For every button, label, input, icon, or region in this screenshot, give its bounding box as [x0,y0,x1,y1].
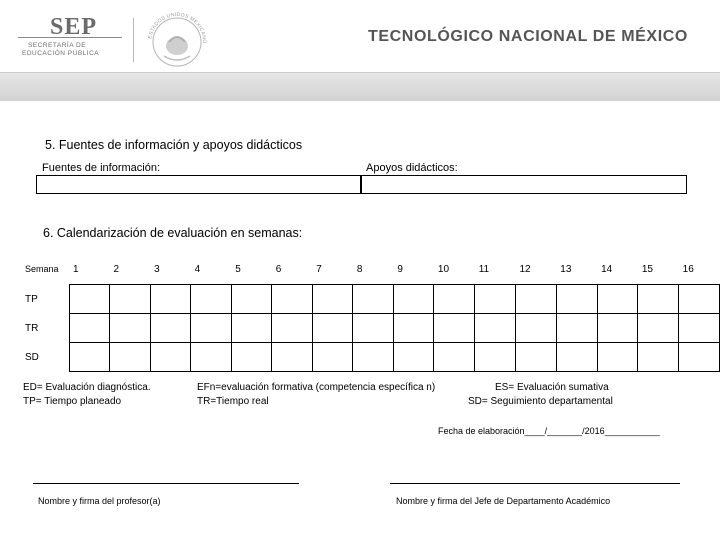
week-12-header: 12 [519,263,531,275]
calendar-cell[interactable] [679,285,720,314]
calendar-cell[interactable] [312,285,353,314]
calendar-cell[interactable] [272,314,313,343]
calendar-cell[interactable] [475,343,516,372]
calendar-cell[interactable] [110,343,151,372]
profesor-signature-label: Nombre y firma del profesor(a) [38,496,161,506]
calendar-cell[interactable] [353,343,394,372]
week-3-header: 3 [154,263,160,275]
profesor-signature-line[interactable] [33,483,299,484]
week-4-header: 4 [194,263,201,275]
calendar-cell[interactable] [638,343,679,372]
calendar-cell[interactable] [556,343,597,372]
calendar-cell[interactable] [69,285,110,314]
row-label-tr: TR [25,322,39,334]
calendar-row-tr [23,314,720,343]
calendar-cell[interactable] [556,285,597,314]
calendar-cell[interactable] [393,343,434,372]
calendar-cell[interactable] [191,314,232,343]
fuentes-label: Fuentes de información: [42,162,161,174]
calendar-cell[interactable] [475,285,516,314]
calendar-cell[interactable] [272,285,313,314]
row-label-sd: SD [25,351,39,363]
fecha-label: Fecha de elaboración [438,426,525,436]
fecha-elaboracion [438,426,660,436]
calendar-cell[interactable] [597,343,638,372]
calendar-cell[interactable] [393,285,434,314]
seal-lettering: ESTADOS UNIDOS MEXICANO [147,12,208,44]
week-label [23,254,69,285]
fecha-month-blank[interactable]: _______ [547,426,583,436]
mexico-seal-icon [142,12,212,68]
calendar-cell[interactable] [434,314,475,343]
week-13-header: 13 [560,263,572,275]
calendar-cell[interactable] [272,343,313,372]
legend-sd: SD= Seguimiento departamental [468,396,613,407]
calendar-cell[interactable] [475,314,516,343]
week-5-header: 5 [235,263,241,275]
legend-ef: EFn=evaluación formativa (competencia específica n) [197,382,436,393]
fecha-day-blank[interactable]: ____ [524,426,545,436]
legend-tp: TP= Tiempo planeado [23,396,122,407]
section-6-heading: 6. Calendarización de evaluación en semanas: [43,226,303,240]
calendar-cell[interactable] [353,285,394,314]
calendar-cell[interactable] [150,285,191,314]
week-15-header: 15 [641,263,653,275]
week-8-header: 8 [356,263,363,275]
week-label-text: Semana [25,264,59,275]
calendar-row-sd [23,343,720,372]
jefe-signature-line[interactable] [390,483,680,484]
calendar-cell[interactable] [150,343,191,372]
header-band [0,72,720,101]
calendar-cell[interactable] [597,314,638,343]
week-9-header: 9 [397,263,403,275]
calendar-cell[interactable] [191,285,232,314]
week-1-header: 1 [73,263,79,275]
legend-tr: TR=Tiempo real [197,396,269,407]
week-11-header: 11 [478,263,490,275]
calendar-cell[interactable] [231,343,272,372]
calendar-header-row [23,254,720,285]
calendar-cell[interactable] [69,314,110,343]
calendar-cell[interactable] [679,314,720,343]
calendar-cell[interactable] [69,343,110,372]
calendar-cell[interactable] [515,343,556,372]
calendar-cell[interactable] [231,314,272,343]
legend-es: ES= Evaluación sumativa [495,382,609,393]
calendar-cell[interactable] [312,343,353,372]
week-10-header: 10 [437,263,450,275]
institution-title: TECNOLÓGICO NACIONAL DE MÉXICO [368,28,688,45]
calendar-cell[interactable] [679,343,720,372]
week-16-header: 16 [682,263,694,275]
calendar-cell[interactable] [110,285,151,314]
calendar-cell[interactable] [556,314,597,343]
fuentes-field[interactable] [36,175,362,194]
calendar-cell[interactable] [312,314,353,343]
legend-ed: ED= Evaluación diagnóstica. [23,382,151,393]
sep-logo-title: SEP [50,14,98,40]
calendar-cell[interactable] [231,285,272,314]
sep-logo-subtitle-2: EDUCACIÓN PÚBLICA [22,50,100,57]
calendar-cell[interactable] [597,285,638,314]
jefe-signature-label: Nombre y firma del Jefe de Departamento Académico [396,496,611,506]
apoyos-field[interactable] [360,175,687,194]
row-label-tp: TP [25,293,38,305]
week-6-header: 6 [275,263,282,275]
sep-logo-subtitle-1: SECRETARÍA DE [28,42,87,49]
calendar-cell[interactable] [150,314,191,343]
section-5-heading: 5. Fuentes de información y apoyos didácticos [45,138,303,152]
calendar-cell[interactable] [393,314,434,343]
fecha-trailing-blank: ___________ [604,426,660,436]
calendar-cell[interactable] [515,314,556,343]
calendar-row-tp [23,285,720,314]
calendar-cell[interactable] [353,314,394,343]
calendar-cell[interactable] [110,314,151,343]
sep-logo-rule [18,37,122,38]
calendar-cell[interactable] [434,343,475,372]
logo-divider [133,18,134,62]
calendar-cell[interactable] [434,285,475,314]
fecha-separator: / [544,426,548,436]
calendar-cell[interactable] [515,285,556,314]
calendar-cell[interactable] [638,285,679,314]
calendar-cell[interactable] [638,314,679,343]
week-7-header: 7 [316,263,322,275]
fecha-year: /2016 [582,426,605,436]
apoyos-label: Apoyos didácticos: [366,162,458,174]
week-14-header: 14 [601,263,613,275]
calendar-cell[interactable] [191,343,232,372]
evaluation-calendar-table [23,254,720,372]
week-2-header: 2 [113,263,120,275]
